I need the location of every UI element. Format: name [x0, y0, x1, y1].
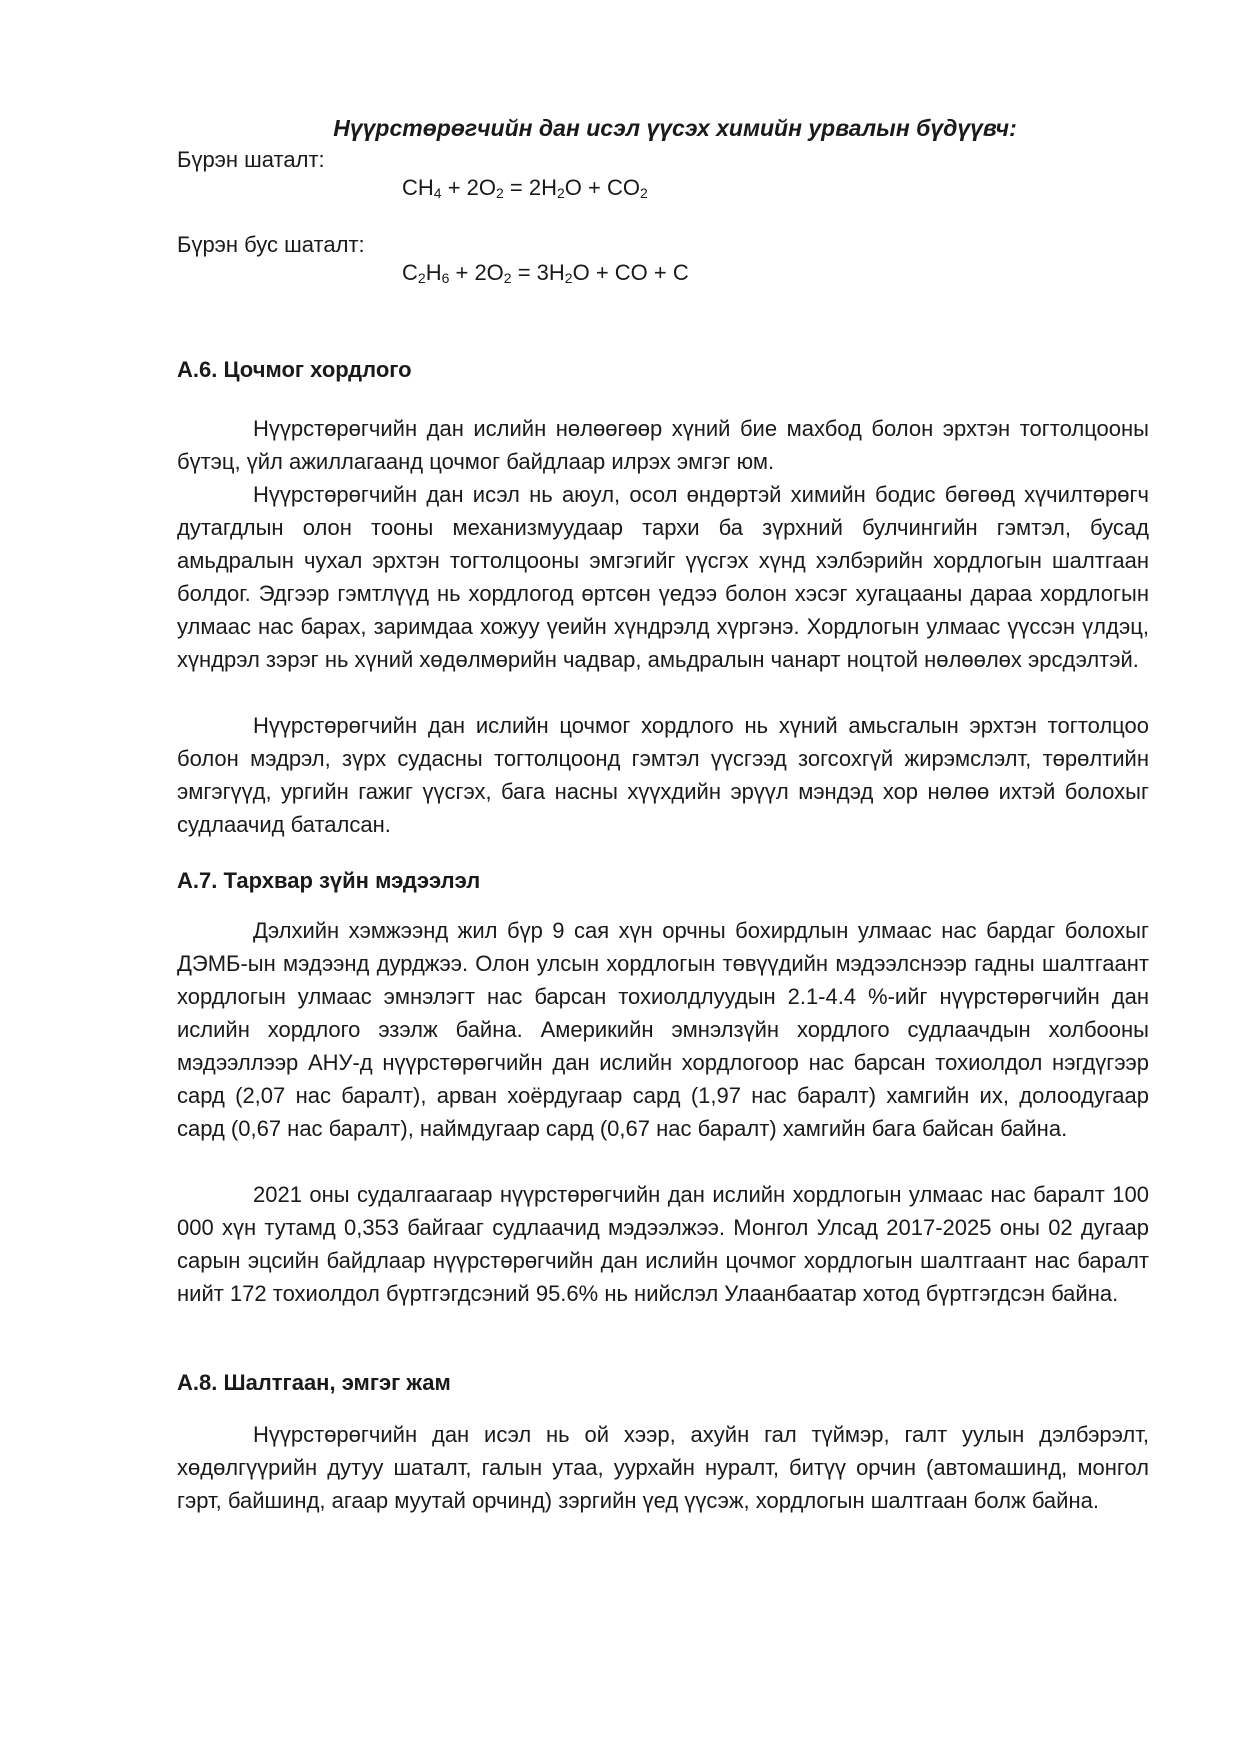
section-a7-paragraph-1: Дэлхийн хэмжээнд жил бүр 9 сая хүн орчны бохирдлын улмаас нас бардаг болохыг ДЭМБ-ын мэдээнд дурджээ. Олон улсын хордлогын төвүүдийн мэдээлснээр гадны шалтгаант хордлогын улмаас эмнэлэгт нас барсан тохиолдлуудын 2.1-4.4 %-ийг нүүрстөрөгчийн дан ислийн хордлого эзэлж байна. Америкийн эмнэлзүйн хордлого судлаачдын холбооны мэдээллээр АНУ-д нүүрстөрөгчийн дан ислийн хордлогоор нас барсан тохиолдол нэгдүгээр сард (2,07 нас баралт), арван хоёрдугаар сард (1,97 нас баралт) хамгийн их, долоодугаар сард (0,67 нас баралт), наймдугаар сард (0,67 нас баралт) хамгийн бага байсан байна.: [177, 918, 1149, 1141]
section-a6-paragraph-3: Нүүрстөрөгчийн дан ислийн цочмог хордлого нь хүний амьсгалын эрхтэн тогтолцоо болон мэдрэл, зүрх судасны тогтолцоонд гэмтэл үүсгээд зогсохгүй жирэмслэлт, төрөлтийн эмгэгүүд, ургийн гажиг үүсгэх, бага насны хүүхдийн эрүүл мэндэд хор нөлөө ихтэй болохыг судлаачид баталсан.: [177, 713, 1149, 837]
incomplete-combustion-formula: $C_2H_6 + 2O_2 = 3H_2O$ + CO + C: [402, 260, 689, 286]
section-a7-heading: А.7. Тархвар зүйн мэдээлэл: [177, 868, 481, 893]
reaction-scheme-title: Нүүрстөрөгчийн дан исэл үүсэх химийн урвалын бүдүүвч:: [333, 115, 1017, 141]
section-a8-heading: А.8. Шалтгаан, эмгэг жам: [177, 1370, 451, 1395]
incomplete-combustion-label: Бүрэн бус шаталт:: [177, 232, 365, 257]
section-a6-paragraph-2: Нүүрстөрөгчийн дан исэл нь аюул, осол өндөртэй химийн бодис бөгөөд хүчилтөрөгч дутагдлын олон тооны механизмуудаар тархи ба зүрхний булчингийн гэмтэл, бусад амьдралын чухал эрхтэн тогтолцооны эмгэгийг үүсгэх хүнд хэлбэрийн хордлогын шалтгаан болдог. Эдгээр гэмтлүүд нь хордлогод өртсөн үедээ болон хэсэг хугацааны дараа хордлогын улмаас нас барах, заримдаа хожуу үеийн хүндрэлд хүргэнэ. Хордлогын улмаас үүссэн үлдэц, хүндрэл зэрэг нь хүний хөдөлмөрийн чадвар, амьдралын чанарт ноцтой нөлөөлөх эрсдэлтэй.: [177, 482, 1149, 672]
full-combustion-formula: $CH_4 + 2O_2 = 2H_2O + CO_2$: [402, 175, 648, 201]
section-a6-paragraph-1: Нүүрстөрөгчийн дан ислийн нөлөөгөөр хүний бие махбод болон эрхтэн тогтолцооны бүтэц, үйл ажиллагаанд цочмог байдлаар илрэх эмгэг юм.: [177, 416, 1149, 474]
full-combustion-label: Бүрэн шаталт:: [177, 147, 325, 172]
section-a7-paragraph-2: 2021 оны судалгаагаар нүүрстөрөгчийн дан ислийн хордлогын улмаас нас баралт 100 000 хүн тутамд 0,353 байгааг судлаачид мэдээлжээ. Монгол Улсад 2017-2025 оны 02 дугаар сарын эцсийн байдлаар нүүрстөрөгчийн дан ислийн цочмог хордлогын шалтгаант нас баралт нийт 172 тохиолдол бүртгэгдсэний 95.6% нь нийслэл Улаанбаатар хотод бүртгэгдсэн байна.: [177, 1182, 1149, 1306]
section-a6-heading: А.6. Цочмог хордлого: [177, 357, 412, 382]
section-a8-paragraph-1: Нүүрстөрөгчийн дан исэл нь ой хээр, ахуйн гал түймэр, галт уулын дэлбэрэлт, хөдөлгүүрийн дутуу шаталт, галын утаа, уурхайн нуралт, битүү орчин (автомашинд, монгол гэрт, байшинд, агаар муутай орчинд) зэргийн үед үүсэж, хордлогын шалтгаан болж байна.: [177, 1422, 1149, 1513]
